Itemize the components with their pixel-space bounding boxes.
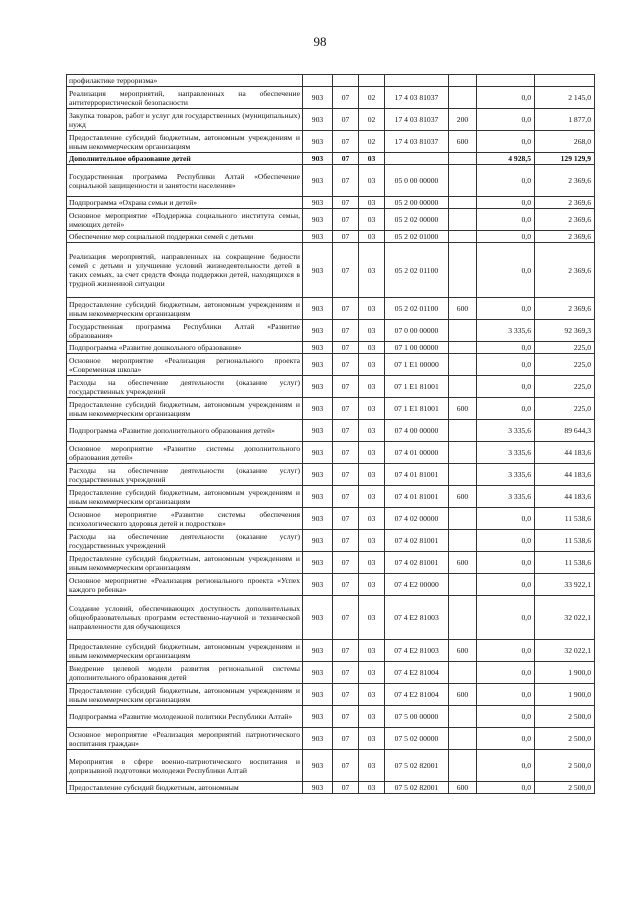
row-expense-type (449, 354, 477, 376)
row-section-code: 07 (333, 131, 359, 153)
row-ministry-code: 903 (303, 596, 333, 640)
row-section-code: 07 (333, 574, 359, 596)
row-section-code: 07 (333, 750, 359, 782)
row-expense-type (449, 209, 477, 231)
row-description: Основное мероприятие «Поддержка социального института семьи, имеющих детей» (67, 209, 303, 231)
row-section-code: 07 (333, 420, 359, 442)
table-row (67, 231, 595, 243)
row-amount-1: 0,0 (477, 750, 535, 782)
row-section-code: 07 (333, 197, 359, 209)
row-section-code: 07 (333, 231, 359, 243)
table-row (67, 153, 595, 165)
row-ministry-code: 903 (303, 231, 333, 243)
row-target-article (385, 153, 449, 165)
row-expense-type (449, 243, 477, 298)
table-row (67, 596, 595, 640)
row-amount-2: 2 500,0 (535, 728, 595, 750)
row-target-article: 07 5 02 82001 (385, 782, 449, 794)
row-section-code: 07 (333, 640, 359, 662)
row-section-code (333, 75, 359, 87)
row-target-article: 07 5 00 00000 (385, 706, 449, 728)
row-section-code: 07 (333, 464, 359, 486)
row-section-code: 07 (333, 376, 359, 398)
row-subsection-code: 03 (359, 508, 385, 530)
row-expense-type: 600 (449, 486, 477, 508)
row-description: Предоставление субсидий бюджетным, автономным учреждениям и иным некоммерческим организациям (67, 684, 303, 706)
row-amount-2: 2 500,0 (535, 750, 595, 782)
table-row (67, 508, 595, 530)
row-description: Предоставление субсидий бюджетным, автономным учреждениям и иным некоммерческим организациям (67, 298, 303, 320)
row-amount-1: 3 335,6 (477, 442, 535, 464)
row-amount-1: 0,0 (477, 508, 535, 530)
row-subsection-code: 02 (359, 87, 385, 109)
row-target-article: 07 4 E2 81004 (385, 662, 449, 684)
table-row (67, 131, 595, 153)
row-target-article: 17 4 03 81037 (385, 109, 449, 131)
row-amount-2: 1 900,0 (535, 662, 595, 684)
row-amount-1: 0,0 (477, 530, 535, 552)
row-expense-type (449, 574, 477, 596)
row-target-article: 05 2 02 01100 (385, 298, 449, 320)
row-amount-1: 0,0 (477, 165, 535, 197)
row-ministry-code: 903 (303, 342, 333, 354)
row-expense-type (449, 197, 477, 209)
row-subsection-code: 03 (359, 706, 385, 728)
row-target-article: 07 4 02 81001 (385, 530, 449, 552)
row-subsection-code: 03 (359, 662, 385, 684)
row-subsection-code: 03 (359, 231, 385, 243)
row-description: Основное мероприятие «Развитие системы дополнительного образования детей» (67, 442, 303, 464)
row-amount-2: 32 022,1 (535, 596, 595, 640)
row-expense-type (449, 376, 477, 398)
row-target-article: 07 4 02 81001 (385, 552, 449, 574)
row-expense-type (449, 75, 477, 87)
row-target-article: 07 1 00 00000 (385, 342, 449, 354)
row-amount-2: 2 369,6 (535, 298, 595, 320)
row-amount-1: 0,0 (477, 342, 535, 354)
row-amount-1: 0,0 (477, 684, 535, 706)
row-target-article: 07 0 00 00000 (385, 320, 449, 342)
row-amount-1: 0,0 (477, 298, 535, 320)
row-amount-1: 0,0 (477, 209, 535, 231)
table-row (67, 243, 595, 298)
row-amount-2: 32 022,1 (535, 640, 595, 662)
row-expense-type (449, 596, 477, 640)
row-description: Подпрограмма «Охрана семьи и детей» (67, 197, 303, 209)
row-amount-2: 89 644,3 (535, 420, 595, 442)
row-ministry-code: 903 (303, 398, 333, 420)
row-expense-type: 600 (449, 552, 477, 574)
table-row (67, 376, 595, 398)
row-amount-1: 0,0 (477, 552, 535, 574)
row-ministry-code: 903 (303, 209, 333, 231)
row-target-article: 07 4 01 81001 (385, 486, 449, 508)
row-amount-1: 0,0 (477, 706, 535, 728)
row-ministry-code: 903 (303, 728, 333, 750)
table-row (67, 662, 595, 684)
row-amount-2: 44 183,6 (535, 442, 595, 464)
row-subsection-code: 03 (359, 354, 385, 376)
row-subsection-code: 03 (359, 486, 385, 508)
row-expense-type: 600 (449, 298, 477, 320)
row-subsection-code: 03 (359, 750, 385, 782)
row-amount-1: 0,0 (477, 398, 535, 420)
row-amount-1: 0,0 (477, 109, 535, 131)
row-subsection-code: 03 (359, 684, 385, 706)
table-row (67, 342, 595, 354)
row-amount-2: 2 369,6 (535, 209, 595, 231)
row-amount-1: 3 335,6 (477, 464, 535, 486)
table-row (67, 420, 595, 442)
row-ministry-code: 903 (303, 298, 333, 320)
row-ministry-code: 903 (303, 486, 333, 508)
table-row (67, 706, 595, 728)
row-expense-type (449, 153, 477, 165)
row-description: Основное мероприятие «Реализация регионального проекта «Современная школа» (67, 354, 303, 376)
row-ministry-code: 903 (303, 197, 333, 209)
row-amount-2: 129 129,9 (535, 153, 595, 165)
table-row (67, 165, 595, 197)
row-subsection-code: 03 (359, 320, 385, 342)
row-target-article: 17 4 03 81037 (385, 131, 449, 153)
row-ministry-code: 903 (303, 153, 333, 165)
row-amount-1: 0,0 (477, 640, 535, 662)
row-subsection-code: 03 (359, 574, 385, 596)
budget-table-body (67, 75, 595, 794)
table-row (67, 209, 595, 231)
row-description: Внедрение целевой модели развития региональной системы дополнительного образования детей (67, 662, 303, 684)
row-section-code: 07 (333, 552, 359, 574)
row-amount-1: 0,0 (477, 231, 535, 243)
row-section-code: 07 (333, 596, 359, 640)
row-target-article (385, 75, 449, 87)
row-amount-2: 225,0 (535, 354, 595, 376)
row-expense-type: 600 (449, 640, 477, 662)
row-subsection-code: 03 (359, 243, 385, 298)
row-subsection-code: 02 (359, 131, 385, 153)
row-section-code: 07 (333, 398, 359, 420)
row-amount-1: 4 928,5 (477, 153, 535, 165)
row-ministry-code: 903 (303, 131, 333, 153)
row-target-article: 07 4 E2 00000 (385, 574, 449, 596)
row-target-article: 07 5 02 82001 (385, 750, 449, 782)
row-ministry-code: 903 (303, 165, 333, 197)
row-target-article: 07 5 02 00000 (385, 728, 449, 750)
row-expense-type (449, 420, 477, 442)
table-row (67, 530, 595, 552)
row-description: Закупка товаров, работ и услуг для государственных (муниципальных) нужд (67, 109, 303, 131)
row-amount-2: 33 922,1 (535, 574, 595, 596)
row-amount-2: 225,0 (535, 376, 595, 398)
table-row (67, 640, 595, 662)
row-section-code: 07 (333, 782, 359, 794)
row-ministry-code: 903 (303, 464, 333, 486)
row-subsection-code (359, 75, 385, 87)
row-subsection-code: 03 (359, 420, 385, 442)
row-amount-2: 11 538,6 (535, 530, 595, 552)
row-amount-2 (535, 75, 595, 87)
row-ministry-code: 903 (303, 750, 333, 782)
row-subsection-code: 03 (359, 464, 385, 486)
row-target-article: 07 4 01 00000 (385, 442, 449, 464)
row-description: Реализация мероприятий, направленных на сокращение бедности семей с детьми и улучшение условий жизнедеятельности детей в таких семьях, за счет средств Фонда поддержки детей, находящихся в трудной жизненной ситуации (67, 243, 303, 298)
row-target-article: 07 1 E1 81001 (385, 398, 449, 420)
table-row (67, 398, 595, 420)
row-subsection-code: 03 (359, 782, 385, 794)
row-amount-2: 2 145,0 (535, 87, 595, 109)
row-ministry-code: 903 (303, 243, 333, 298)
row-ministry-code: 903 (303, 530, 333, 552)
row-ministry-code: 903 (303, 87, 333, 109)
row-amount-1: 0,0 (477, 131, 535, 153)
row-description: Государственная программа Республики Алтай «Обеспечение социальной защищенности и занятости населения» (67, 165, 303, 197)
row-ministry-code: 903 (303, 574, 333, 596)
row-amount-2: 225,0 (535, 342, 595, 354)
row-subsection-code: 03 (359, 376, 385, 398)
row-expense-type (449, 662, 477, 684)
row-amount-1: 0,0 (477, 197, 535, 209)
row-amount-1: 0,0 (477, 574, 535, 596)
row-ministry-code: 903 (303, 420, 333, 442)
row-description: Предоставление субсидий бюджетным, автономным учреждениям и иным некоммерческим организациям (67, 486, 303, 508)
row-section-code: 07 (333, 706, 359, 728)
row-subsection-code: 03 (359, 552, 385, 574)
row-ministry-code: 903 (303, 109, 333, 131)
table-row (67, 197, 595, 209)
row-expense-type (449, 87, 477, 109)
row-subsection-code: 03 (359, 209, 385, 231)
row-section-code: 07 (333, 109, 359, 131)
row-expense-type (449, 231, 477, 243)
row-subsection-code: 03 (359, 596, 385, 640)
table-row (67, 354, 595, 376)
table-row (67, 442, 595, 464)
row-amount-1: 0,0 (477, 662, 535, 684)
row-expense-type (449, 750, 477, 782)
row-description: Расходы на обеспечение деятельности (оказание услуг) государственных учреждений (67, 464, 303, 486)
row-description: Основное мероприятие «Реализация регионального проекта «Успех каждого ребенка» (67, 574, 303, 596)
row-amount-2: 2 369,6 (535, 243, 595, 298)
row-section-code: 07 (333, 728, 359, 750)
row-subsection-code: 03 (359, 197, 385, 209)
row-section-code: 07 (333, 320, 359, 342)
row-section-code: 07 (333, 209, 359, 231)
row-ministry-code: 903 (303, 354, 333, 376)
row-subsection-code: 03 (359, 530, 385, 552)
row-target-article: 07 4 01 81001 (385, 464, 449, 486)
row-ministry-code: 903 (303, 782, 333, 794)
row-description: Дополнительное образование детей (67, 153, 303, 165)
row-ministry-code: 903 (303, 442, 333, 464)
table-row (67, 684, 595, 706)
row-expense-type: 200 (449, 109, 477, 131)
row-target-article: 05 0 00 00000 (385, 165, 449, 197)
row-amount-2: 44 183,6 (535, 464, 595, 486)
row-amount-1: 3 335,6 (477, 420, 535, 442)
row-amount-1: 0,0 (477, 376, 535, 398)
row-target-article: 17 4 03 81037 (385, 87, 449, 109)
row-description: Предоставление субсидий бюджетным, автономным (67, 782, 303, 794)
row-section-code: 07 (333, 153, 359, 165)
row-amount-2: 11 538,6 (535, 552, 595, 574)
row-target-article: 05 2 00 00000 (385, 197, 449, 209)
row-amount-1: 0,0 (477, 728, 535, 750)
row-subsection-code: 03 (359, 640, 385, 662)
row-amount-2: 1 877,0 (535, 109, 595, 131)
table-row (67, 320, 595, 342)
row-subsection-code: 03 (359, 342, 385, 354)
row-description: Основное мероприятие «Развитие системы обеспечения психологического здоровья детей и подростков» (67, 508, 303, 530)
row-description: профилактике терроризма» (67, 75, 303, 87)
row-description: Обеспечение мер социальной поддержки семей с детьми (67, 231, 303, 243)
row-amount-2: 2 369,6 (535, 231, 595, 243)
row-description: Расходы на обеспечение деятельности (оказание услуг) государственных учреждений (67, 530, 303, 552)
row-section-code: 07 (333, 342, 359, 354)
row-target-article: 05 2 02 01000 (385, 231, 449, 243)
table-row (67, 109, 595, 131)
table-row (67, 75, 595, 87)
row-target-article: 05 2 02 01100 (385, 243, 449, 298)
row-ministry-code (303, 75, 333, 87)
row-section-code: 07 (333, 662, 359, 684)
row-section-code: 07 (333, 243, 359, 298)
row-expense-type (449, 728, 477, 750)
row-description: Предоставление субсидий бюджетным, автономным учреждениям и иным некоммерческим организациям (67, 552, 303, 574)
table-row (67, 750, 595, 782)
row-target-article: 05 2 02 00000 (385, 209, 449, 231)
row-description: Расходы на обеспечение деятельности (оказание услуг) государственных учреждений (67, 376, 303, 398)
row-amount-1: 0,0 (477, 782, 535, 794)
row-amount-2: 44 183,6 (535, 486, 595, 508)
budget-table (66, 74, 595, 794)
row-amount-2: 1 900,0 (535, 684, 595, 706)
table-row (67, 574, 595, 596)
row-section-code: 07 (333, 165, 359, 197)
row-section-code: 07 (333, 684, 359, 706)
row-amount-2: 268,0 (535, 131, 595, 153)
table-row (67, 728, 595, 750)
row-expense-type: 600 (449, 398, 477, 420)
row-ministry-code: 903 (303, 508, 333, 530)
row-description: Предоставление субсидий бюджетным, автономным учреждениям и иным некоммерческим организациям (67, 398, 303, 420)
row-description: Создание условий, обеспечивающих доступность дополнительных общеобразовательных программ естественно-научной и технической направленности для обучающихся (67, 596, 303, 640)
row-description: Основное мероприятие «Реализация мероприятий патриотического воспитания граждан» (67, 728, 303, 750)
row-expense-type (449, 342, 477, 354)
row-target-article: 07 4 E2 81003 (385, 596, 449, 640)
row-expense-type (449, 530, 477, 552)
row-expense-type (449, 165, 477, 197)
row-section-code: 07 (333, 486, 359, 508)
row-amount-1: 0,0 (477, 354, 535, 376)
table-row (67, 87, 595, 109)
row-description: Подпрограмма «Развитие дошкольного образования» (67, 342, 303, 354)
row-amount-2: 2 369,6 (535, 197, 595, 209)
row-subsection-code: 03 (359, 398, 385, 420)
row-section-code: 07 (333, 442, 359, 464)
row-description: Подпрограмма «Развитие дополнительного образования детей» (67, 420, 303, 442)
row-description: Предоставление субсидий бюджетным, автономным учреждениям и иным некоммерческим организациям (67, 640, 303, 662)
row-subsection-code: 03 (359, 728, 385, 750)
row-subsection-code: 02 (359, 109, 385, 131)
row-ministry-code: 903 (303, 662, 333, 684)
row-expense-type (449, 442, 477, 464)
page-number: 98 (313, 34, 327, 49)
row-expense-type (449, 706, 477, 728)
row-target-article: 07 4 00 00000 (385, 420, 449, 442)
row-amount-2: 92 369,3 (535, 320, 595, 342)
row-description: Реализация мероприятий, направленных на обеспечение антитеррористической безопасности (67, 87, 303, 109)
row-section-code: 07 (333, 354, 359, 376)
table-row (67, 782, 595, 794)
row-description: Мероприятия в сфере военно-патриотического воспитания и допризывной подготовки молодежи Республики Алтай (67, 750, 303, 782)
row-amount-1: 0,0 (477, 87, 535, 109)
row-description: Государственная программа Республики Алтай «Развитие образования» (67, 320, 303, 342)
row-ministry-code: 903 (303, 640, 333, 662)
row-amount-1 (477, 75, 535, 87)
row-section-code: 07 (333, 298, 359, 320)
table-row (67, 552, 595, 574)
row-amount-1: 0,0 (477, 243, 535, 298)
row-expense-type (449, 320, 477, 342)
row-target-article: 07 4 E2 81003 (385, 640, 449, 662)
row-amount-2: 2 369,6 (535, 165, 595, 197)
row-subsection-code: 03 (359, 153, 385, 165)
row-target-article: 07 4 02 00000 (385, 508, 449, 530)
table-row (67, 298, 595, 320)
row-subsection-code: 03 (359, 165, 385, 197)
row-ministry-code: 903 (303, 684, 333, 706)
row-amount-2: 2 500,0 (535, 782, 595, 794)
row-subsection-code: 03 (359, 442, 385, 464)
row-ministry-code: 903 (303, 552, 333, 574)
row-expense-type: 600 (449, 684, 477, 706)
table-row (67, 464, 595, 486)
row-subsection-code: 03 (359, 298, 385, 320)
row-amount-2: 11 538,6 (535, 508, 595, 530)
row-expense-type: 600 (449, 131, 477, 153)
row-amount-1: 3 335,6 (477, 320, 535, 342)
row-ministry-code: 903 (303, 320, 333, 342)
row-amount-1: 3 335,6 (477, 486, 535, 508)
row-expense-type: 600 (449, 782, 477, 794)
row-ministry-code: 903 (303, 706, 333, 728)
row-target-article: 07 4 E2 81004 (385, 684, 449, 706)
row-ministry-code: 903 (303, 376, 333, 398)
row-target-article: 07 1 E1 00000 (385, 354, 449, 376)
row-target-article: 07 1 E1 81001 (385, 376, 449, 398)
row-expense-type (449, 508, 477, 530)
row-section-code: 07 (333, 530, 359, 552)
row-description: Подпрограмма «Развитие молодежной политики Республики Алтай» (67, 706, 303, 728)
row-description: Предоставление субсидий бюджетным, автономным учреждениям и иным некоммерческим организациям (67, 131, 303, 153)
row-section-code: 07 (333, 508, 359, 530)
row-amount-2: 225,0 (535, 398, 595, 420)
table-row (67, 486, 595, 508)
row-amount-2: 2 500,0 (535, 706, 595, 728)
row-section-code: 07 (333, 87, 359, 109)
row-expense-type (449, 464, 477, 486)
row-amount-1: 0,0 (477, 596, 535, 640)
